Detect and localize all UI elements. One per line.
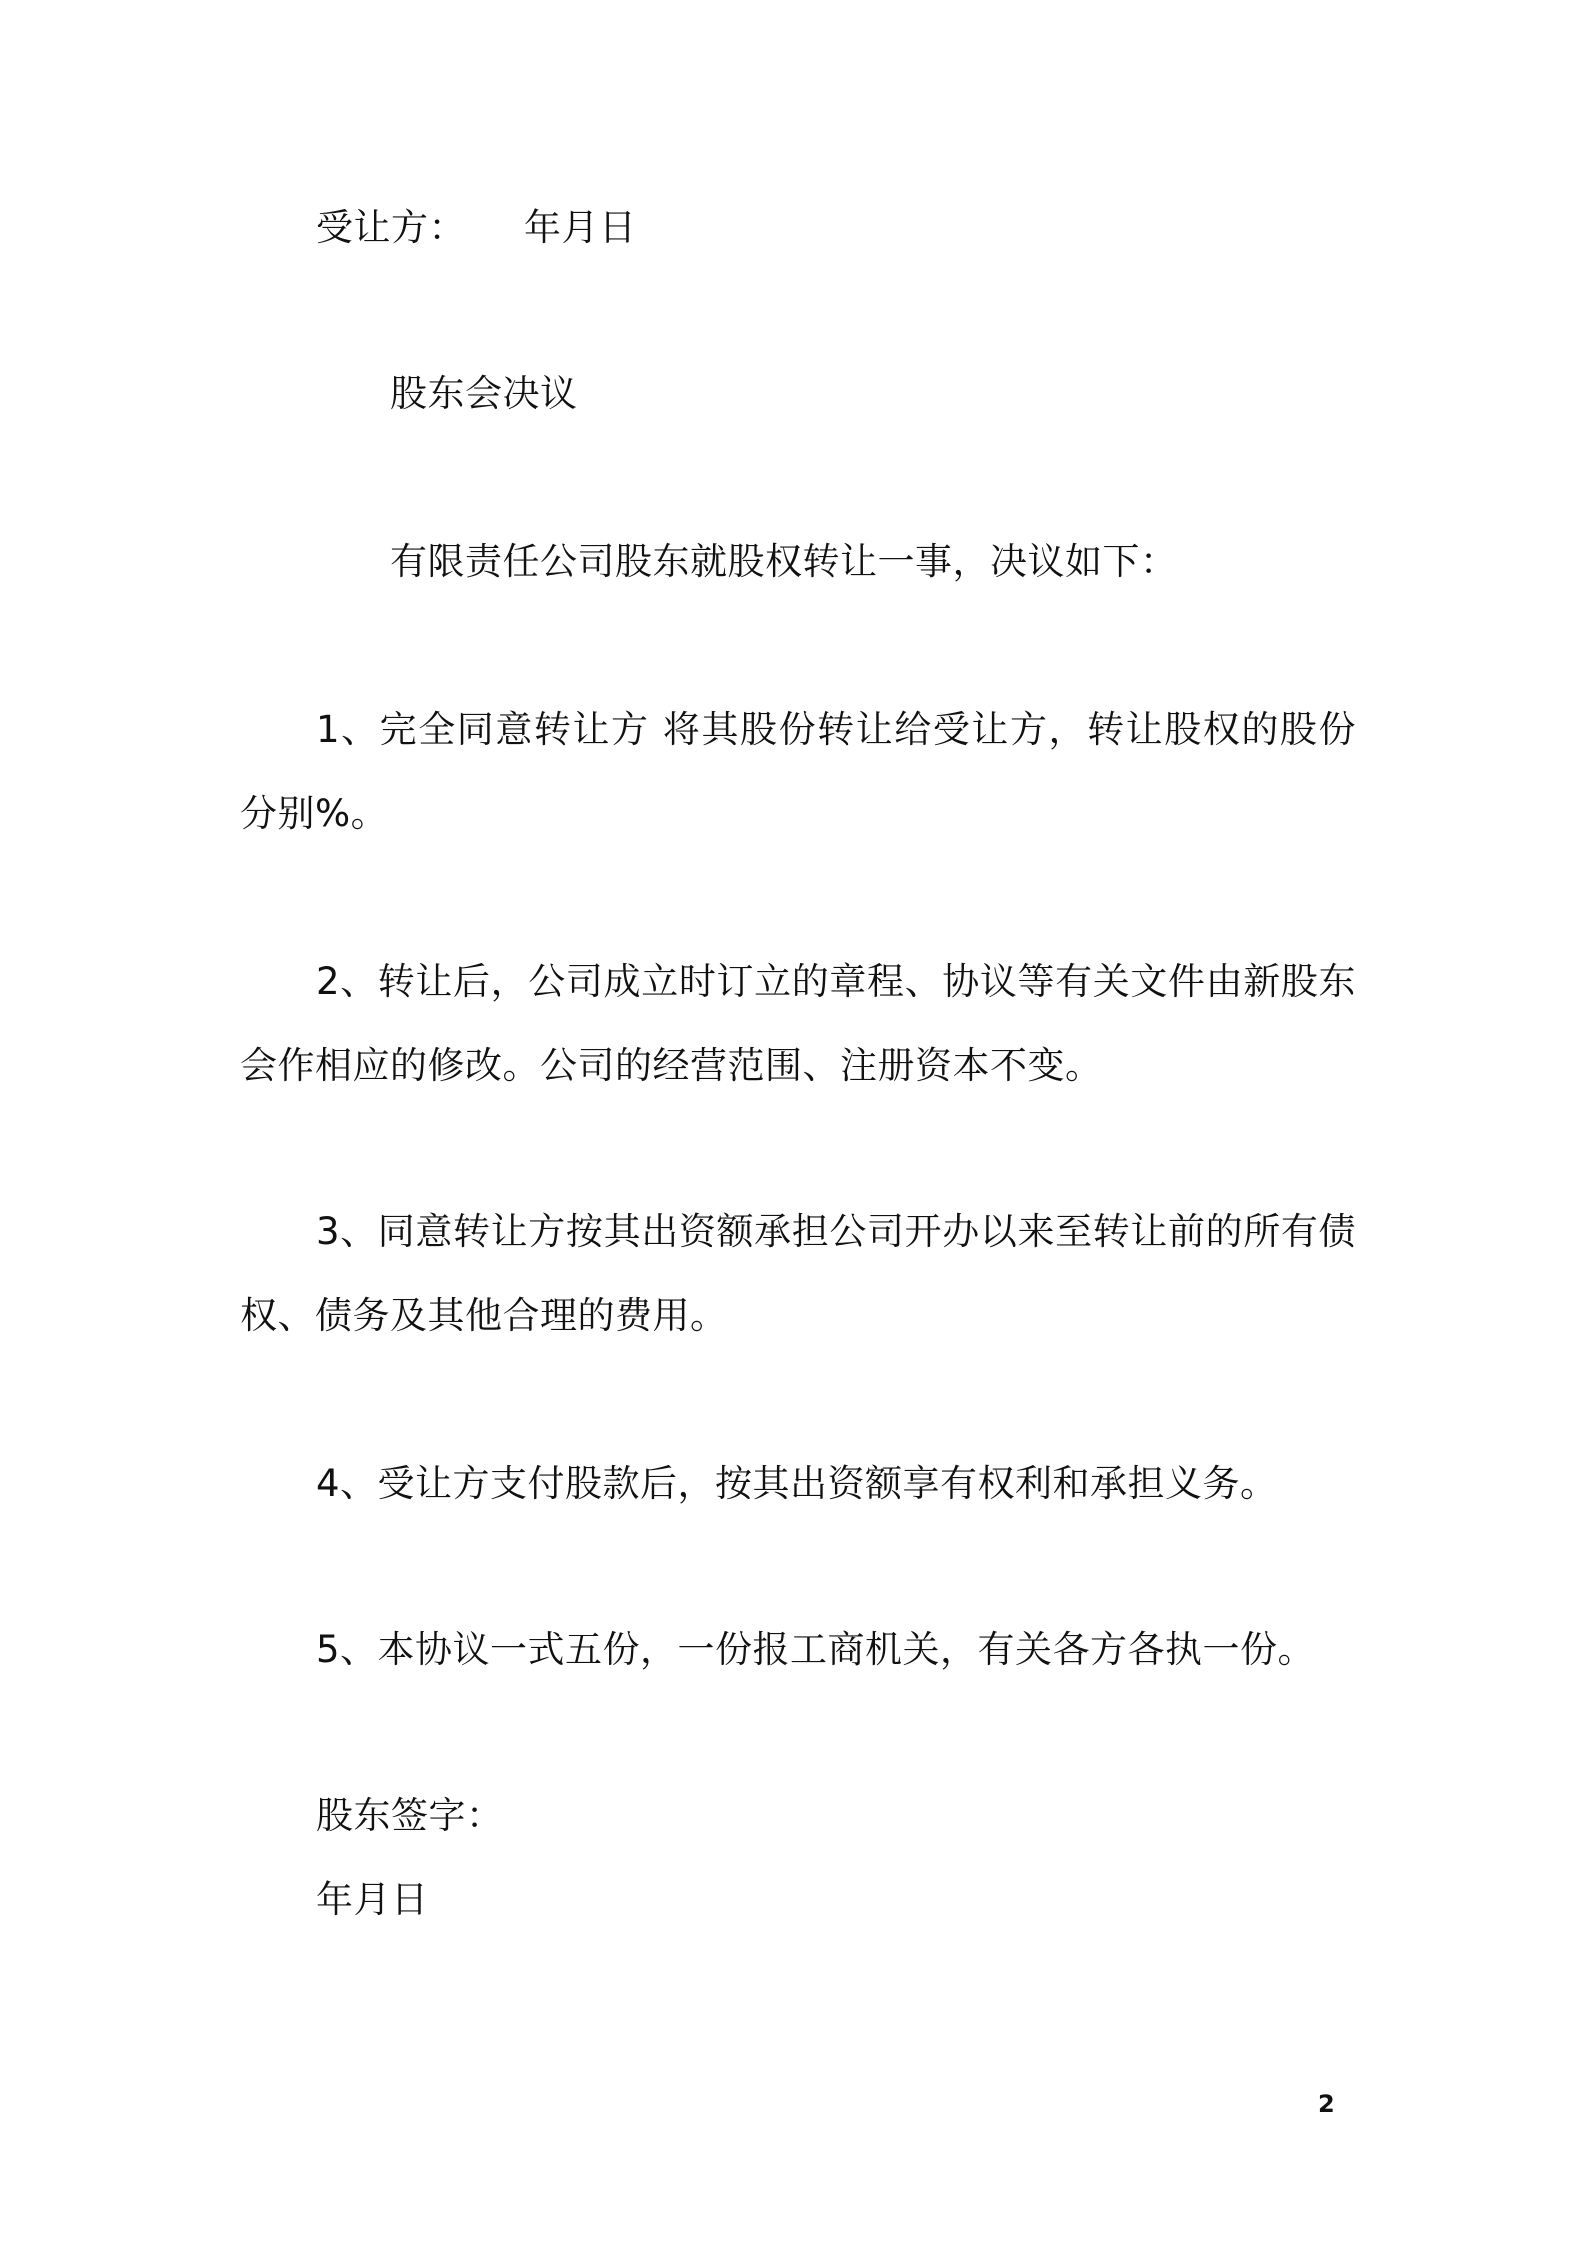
resolution-item-5: 5、本协议一式五份，一份报工商机关，有关各方各执一份。 [316,1628,1316,1671]
transferee-signature-line [316,206,637,250]
resolution-item-2: 2、转让后，公司成立时订立的章程、协议等有关文件由新股东会作相应的修改。公司的经营范围、注册资本不变。 [240,960,1356,1087]
resolution-title: 股东会决议 [390,372,578,415]
resolution-intro: 有限责任公司股东就股权转让一事，决议如下： [390,540,1178,583]
resolution-item-3: 3、同意转让方按其出资额承担公司开办以来至转让前的所有债权、债务及其他合理的费用。 [240,1210,1356,1337]
resolution-item-4: 4、受让方支付股款后，按其出资额享有权利和承担义务。 [316,1462,1278,1505]
shareholder-signature-date: 年月日 [316,1878,429,1921]
transferee-date: 年月日 [524,206,637,249]
shareholder-signature-label: 股东签字： [316,1794,504,1837]
transferee-label: 受让方： [316,206,466,249]
resolution-item-1: 1、完全同意转让方 将其股份转让给受让方，转让股权的股份分别%。 [240,708,1356,835]
page-number: 2 [1318,2090,1335,2118]
